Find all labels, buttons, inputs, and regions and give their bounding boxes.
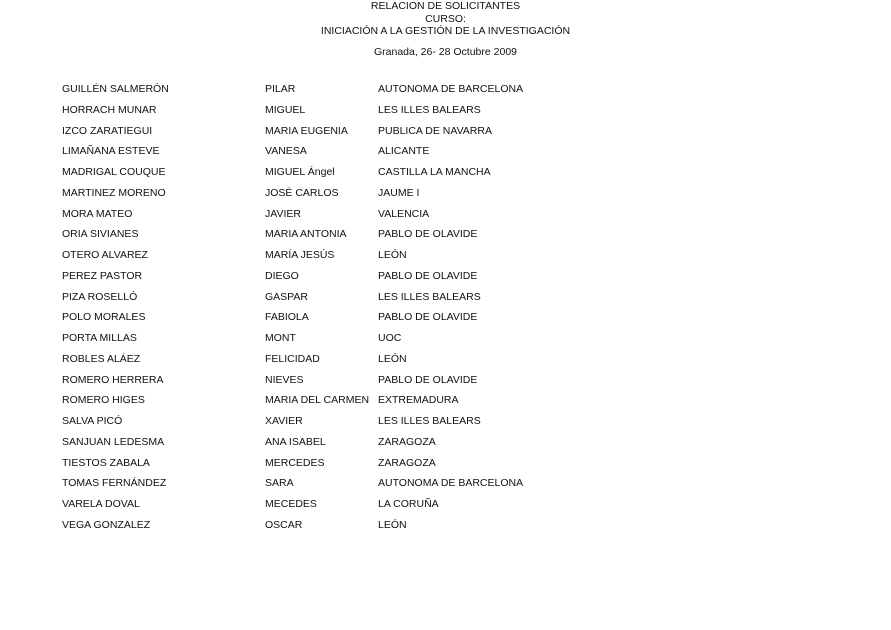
university-cell: PABLO DE OLAVIDE <box>378 269 478 282</box>
surname-cell: OTERO ALVAREZ <box>62 249 148 261</box>
university-cell: AUTONOMA DE BARCELONA <box>378 83 524 95</box>
surname-cell: VARELA DOVAL <box>62 498 140 510</box>
university-cell: LEÓN <box>378 352 407 365</box>
university-cell: LES ILLES BALEARS <box>378 415 481 427</box>
name-cell: MARIA EUGENIA <box>265 124 348 137</box>
surname-cell: PORTA MILLAS <box>62 332 137 344</box>
surname-cell: SANJUAN LEDESMA <box>62 435 165 448</box>
surname-cell: SALVA PICÓ <box>62 415 123 427</box>
surname-cell: HORRACH MUNAR <box>62 103 157 116</box>
university-cell: LEÓN <box>378 518 407 531</box>
university-cell: ALICANTE <box>378 145 430 158</box>
name-cell: MIGUEL <box>265 103 306 116</box>
university-cell: ZARAGOZA <box>378 435 436 448</box>
university-cell: LA CORUÑA <box>378 498 439 510</box>
name-cell: MARIA DEL CARMEN <box>265 394 370 407</box>
document-title: RELACION DE SOLICITANTES <box>370 0 521 12</box>
name-cell: FABIOLA <box>265 311 309 324</box>
place-and-date: Granada, 26- 28 Octubre 2009 <box>373 45 517 58</box>
university-cell: PUBLICA DE NAVARRA <box>378 124 492 137</box>
surname-cell: VEGA GONZALEZ <box>62 518 151 531</box>
surname-cell: LIMAÑANA ESTEVE <box>62 145 160 158</box>
name-cell: ANA ISABEL <box>265 435 326 448</box>
name-cell: NIEVES <box>265 373 304 386</box>
university-cell: UOC <box>378 332 402 344</box>
university-cell: LEÓN <box>378 249 407 261</box>
surname-cell: IZCO ZARATIEGUI <box>62 124 153 137</box>
surname-cell: GUILLÉN SALMERÓN <box>62 83 169 95</box>
name-cell: MARÍA JESÚS <box>265 249 335 261</box>
name-cell: GASPAR <box>265 290 308 303</box>
name-cell: MECEDES <box>265 498 317 510</box>
name-cell: MARIA ANTONIA <box>265 228 347 241</box>
university-cell: LES ILLES BALEARS <box>378 290 481 303</box>
surname-cell: PIZA ROSELLÓ <box>62 290 138 303</box>
university-cell: LES ILLES BALEARS <box>378 103 481 116</box>
name-cell: MIGUEL Ángel <box>265 166 335 178</box>
surname-cell: ROMERO HIGES <box>62 394 145 407</box>
course-label: CURSO: <box>425 12 466 25</box>
name-cell: JAVIER <box>265 207 301 220</box>
university-cell: ZARAGOZA <box>378 456 436 469</box>
surname-cell: MORA MATEO <box>62 207 133 220</box>
name-cell: PILAR <box>265 83 296 95</box>
surname-cell: MARTINEZ MORENO <box>62 186 166 199</box>
name-cell: XAVIER <box>265 415 303 427</box>
surname-cell: TIESTOS ZABALA <box>62 456 150 469</box>
surname-cell: ROBLES ALÁEZ <box>62 352 141 365</box>
surname-cell: ORIA SIVIANES <box>62 228 139 241</box>
course-name: INICIACIÓN A LA GESTIÓN DE LA INVESTIGACIÓN <box>320 25 571 37</box>
surname-cell: POLO MORALES <box>62 311 146 324</box>
name-cell: JOSÉ CARLOS <box>265 186 339 199</box>
name-cell: MONT <box>265 332 296 344</box>
university-cell: CASTILLA LA MANCHA <box>378 166 491 178</box>
surname-cell: PEREZ PASTOR <box>62 269 143 282</box>
university-cell: PABLO DE OLAVIDE <box>378 228 478 241</box>
name-cell: DIEGO <box>265 269 299 282</box>
surname-cell: MADRIGAL COUQUE <box>62 166 166 178</box>
university-cell: VALENCIA <box>378 207 430 220</box>
university-cell: EXTREMADURA <box>378 394 459 407</box>
university-cell: AUTONOMA DE BARCELONA <box>378 477 524 490</box>
university-cell: PABLO DE OLAVIDE <box>378 373 478 386</box>
surname-cell: ROMERO HERRERA <box>62 373 164 386</box>
name-cell: OSCAR <box>265 518 303 531</box>
name-cell: FELICIDAD <box>265 352 320 365</box>
name-cell: MERCEDES <box>265 456 325 469</box>
surname-cell: TOMAS FERNÁNDEZ <box>62 477 167 490</box>
university-cell: PABLO DE OLAVIDE <box>378 311 478 324</box>
name-cell: SARA <box>265 477 294 490</box>
document-header <box>0 0 891 58</box>
university-cell: JAUME I <box>378 186 420 199</box>
name-cell: VANESA <box>265 145 307 158</box>
